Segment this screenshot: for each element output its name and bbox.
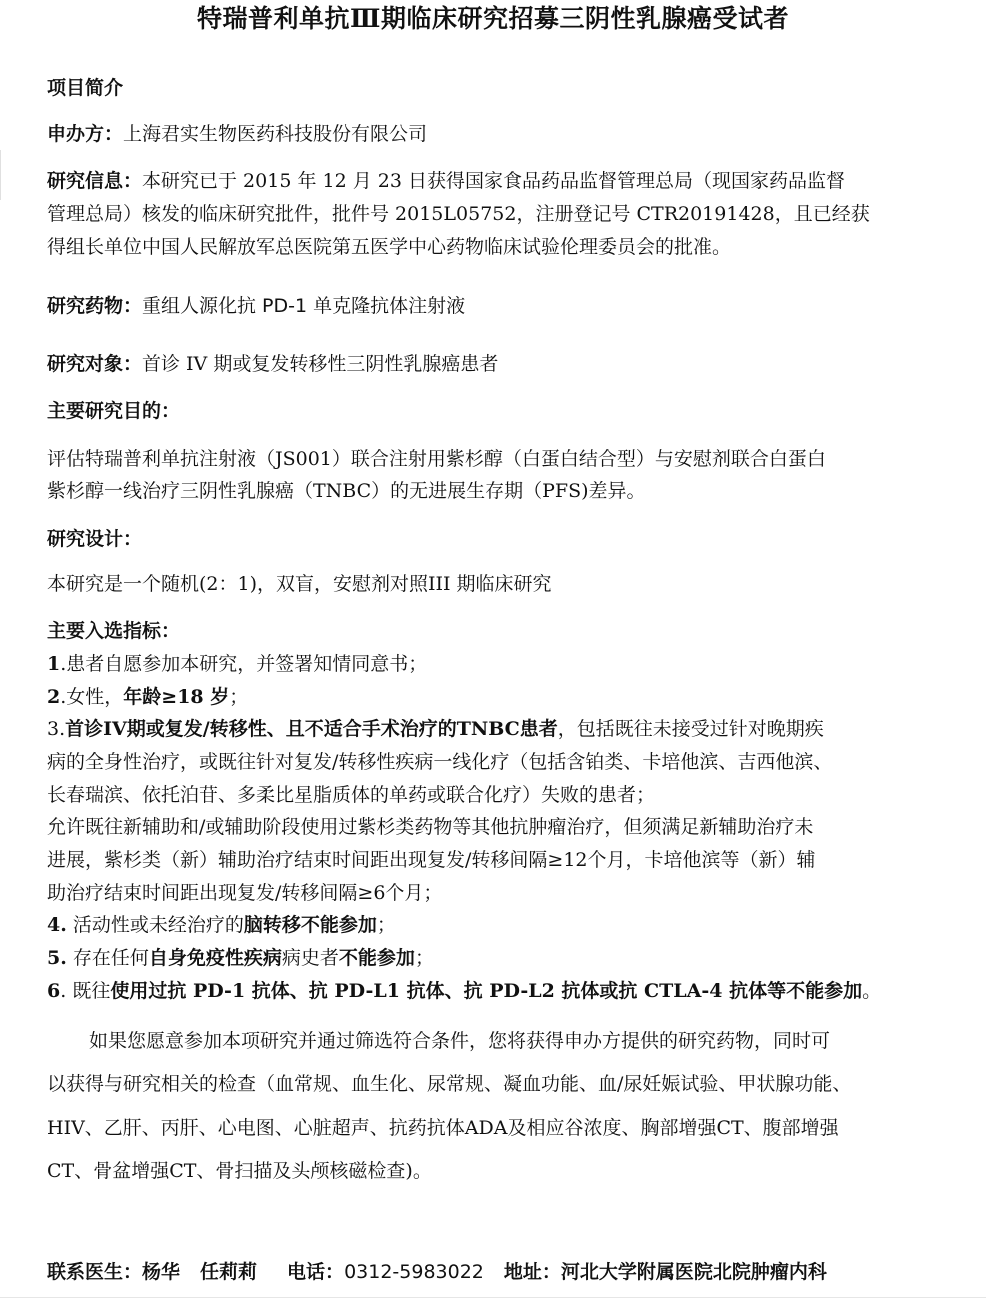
criterion-2-end: ； bbox=[229, 686, 249, 708]
sponsor-label: 申办方： bbox=[47, 123, 124, 145]
address-label: 地址： bbox=[503, 1261, 561, 1283]
criterion-3-line-2: 病的全身性治疗，或既往针对复发/转移性疾病一线化疗（包括含铂类、卡培他滨、吉西他滨、 bbox=[47, 751, 833, 773]
criterion-6-number: 6 bbox=[47, 980, 61, 1002]
objective-line-1: 评估特瑞普利单抗注射液（JS001）联合注射用紫杉醇（白蛋白结合型）与安慰剂联合白蛋白 bbox=[47, 448, 826, 470]
criterion-5-number: 5. bbox=[47, 947, 67, 969]
benefits-line-4: CT、骨盆增强CT、骨扫描及头颅核磁检查)。 bbox=[47, 1160, 432, 1182]
criterion-4-text: 活动性或未经治疗的 bbox=[66, 914, 244, 936]
drug-line bbox=[47, 290, 939, 322]
criterion-4-bold: 脑转移不能参加 bbox=[243, 914, 377, 936]
criterion-1-number: 1 bbox=[47, 653, 61, 675]
objective-line-2: 紫杉醇一线治疗三阴性乳腺癌（TNBC）的无进展生存期（PFS)差异。 bbox=[47, 480, 646, 502]
benefits-line-1: 如果您愿意参加本项研究并通过筛选符合条件，您将获得申办方提供的研究药物，同时可 bbox=[89, 1030, 831, 1052]
criterion-4 bbox=[47, 909, 939, 941]
drug-label: 研究药物： bbox=[47, 295, 143, 317]
criterion-2-number: 2 bbox=[47, 686, 61, 708]
benefits-line-3: HIV、乙肝、丙肝、心电图、心脏超声、抗药抗体ADA及相应谷浓度、胸部增强CT、腹部增强 bbox=[47, 1117, 839, 1139]
criterion-2-bold: 年龄≥18 岁 bbox=[123, 686, 230, 708]
address-value: 河北大学附属医院北院肿瘤内科 bbox=[560, 1261, 827, 1283]
bottom-rule bbox=[0, 1297, 986, 1298]
intro-heading: 项目简介 bbox=[47, 77, 124, 99]
info-label: 研究信息： bbox=[47, 170, 143, 192]
criterion-1 bbox=[47, 648, 939, 680]
criterion-6-bold: 使用过抗 PD-1 抗体、抗 PD-L1 抗体、抗 PD-L2 抗体或抗 CTLA-4 抗体等不能参加 bbox=[110, 980, 863, 1002]
subjects-line bbox=[47, 348, 939, 380]
criterion-3-line-4: 允许既往新辅助和/或辅助阶段使用过紫杉类药物等其他抗肿瘤治疗，但须满足新辅助治疗未 bbox=[47, 816, 814, 838]
sponsor-value: 上海君实生物医药科技股份有限公司 bbox=[123, 123, 428, 145]
drug-value: 重组人源化抗 PD-1 单克隆抗体注射液 bbox=[142, 295, 466, 317]
criterion-4-number: 4. bbox=[47, 914, 67, 936]
page-edge-mark bbox=[0, 150, 1, 200]
phone-label: 电话： bbox=[287, 1261, 345, 1283]
criterion-3-line-6: 助治疗结束时间距出现复发/转移间隔≥6个月； bbox=[47, 882, 443, 904]
criterion-1-text: .患者自愿参加本研究，并签署知情同意书； bbox=[60, 653, 428, 675]
criterion-3-bold: 首诊IV期或复发/转移性、且不适合手术治疗的TNBC患者 bbox=[65, 718, 558, 740]
benefits-line-2: 以获得与研究相关的检查（血常规、血生化、尿常规、凝血功能、血/尿妊娠试验、甲状腺功能、 bbox=[47, 1073, 852, 1095]
criteria-label: 主要入选指标： bbox=[47, 620, 181, 642]
contact-line bbox=[47, 1256, 827, 1288]
criterion-4-end: ； bbox=[376, 914, 396, 936]
criterion-3 bbox=[47, 713, 939, 745]
info-text-1: 本研究已于 2015 年 12 月 23 日获得国家食品药品监督管理总局（现国家药品监督 bbox=[142, 170, 845, 192]
criterion-6-end: 。 bbox=[862, 980, 882, 1002]
objective-label: 主要研究目的： bbox=[47, 400, 181, 422]
criterion-5-text: 存在任何 bbox=[66, 947, 149, 969]
sponsor-line bbox=[47, 118, 939, 150]
design-label: 研究设计： bbox=[47, 528, 143, 550]
criterion-5-end: ； bbox=[414, 947, 434, 969]
info-line-2: 管理总局）核发的临床研究批件，批件号 2015L05752，注册登记号 CTR20191428，且已经获 bbox=[47, 203, 870, 225]
criterion-3-number: 3. bbox=[47, 718, 66, 740]
criterion-6-text: . 既往 bbox=[60, 980, 111, 1002]
criterion-5-bold: 自身免疫性疾病 bbox=[148, 947, 282, 969]
doctor-1: 杨华 bbox=[142, 1261, 181, 1283]
info-line-3: 得组长单位中国人民解放军总医院第五医学中心药物临床试验伦理委员会的批准。 bbox=[47, 236, 732, 258]
criterion-3-rest: ，包括既往未接受过针对晚期疾 bbox=[557, 718, 824, 740]
criterion-5-mid: 病史者 bbox=[281, 947, 339, 969]
page-title: 特瑞普利单抗Ⅲ期临床研究招募三阴性乳腺癌受试者 bbox=[197, 4, 789, 33]
subjects-label: 研究对象： bbox=[47, 353, 143, 375]
doctor-2: 任莉莉 bbox=[200, 1261, 258, 1283]
criterion-5-bold-2: 不能参加 bbox=[338, 947, 415, 969]
design-value: 本研究是一个随机(2：1)，双盲，安慰剂对照III 期临床研究 bbox=[47, 573, 552, 595]
doctor-label: 联系医生： bbox=[47, 1261, 143, 1283]
criterion-3-line-5: 进展，紫杉类（新）辅助治疗结束时间距出现复发/转移间隔≥12个月，卡培他滨等（新）辅 bbox=[47, 849, 816, 871]
criterion-2 bbox=[47, 681, 939, 713]
phone-number: 0312-5983022 bbox=[344, 1261, 484, 1283]
criterion-2-text: .女性， bbox=[60, 686, 124, 708]
criterion-6 bbox=[47, 975, 939, 1007]
info-line-1 bbox=[47, 165, 939, 197]
criterion-5 bbox=[47, 942, 939, 974]
subjects-value: 首诊 IV 期或复发转移性三阴性乳腺癌患者 bbox=[142, 353, 499, 375]
criterion-3-line-3: 长春瑞滨、依托泊苷、多柔比星脂质体的单药或联合化疗）失败的患者； bbox=[47, 784, 656, 806]
